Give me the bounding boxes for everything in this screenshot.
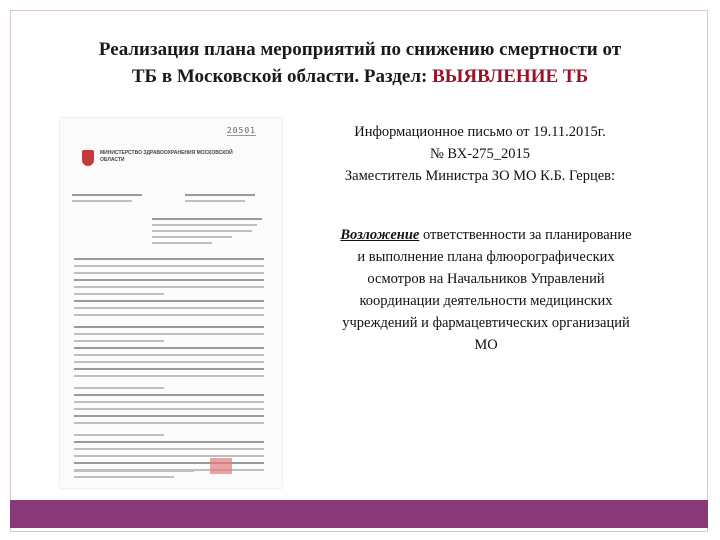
document-text-line	[74, 448, 264, 450]
title-line-1: Реализация плана мероприятий по снижению смертности от	[98, 39, 622, 60]
document-text-line	[74, 368, 264, 370]
letter-number: № ВХ-275_2015	[429, 146, 531, 162]
document-text-line	[74, 314, 264, 316]
document-text-line	[74, 455, 264, 457]
document-text-line	[74, 394, 264, 396]
document-text-line	[74, 434, 164, 436]
document-text-line	[152, 224, 257, 226]
document-text-line	[152, 236, 232, 238]
document-text-line	[74, 307, 264, 309]
document-text-line	[74, 441, 264, 443]
letter-author: Заместитель Министра ЗО МО К.Б. Герцев:	[344, 168, 616, 184]
document-text-line	[185, 200, 245, 202]
document-text-line	[74, 300, 264, 302]
document-text-line	[74, 265, 264, 267]
assignment-body: ответственности за планирование и выполнение плана флюорографических осмотров на Начальников Управлений координации деятельности медицинских учреждений и фармацевтических организаций МО	[342, 227, 632, 353]
document-text-line	[74, 401, 264, 403]
document-text-line	[152, 218, 262, 220]
document-text-line	[74, 333, 264, 335]
document-text-line	[74, 462, 264, 464]
document-text-line	[74, 361, 264, 363]
document-text-line	[74, 286, 264, 288]
assignment-text	[336, 224, 636, 356]
document-text-line	[74, 293, 164, 295]
letter-date: Информационное письмо от 19.11.2015г.	[354, 124, 606, 140]
document-text-line	[74, 354, 264, 356]
document-text-line	[74, 422, 264, 424]
footer-bar	[10, 500, 708, 528]
document-number: 20501	[226, 126, 256, 135]
document-text-line	[72, 200, 132, 202]
document-text-line	[74, 375, 264, 377]
document-text-line	[152, 242, 212, 244]
document-text-line	[74, 279, 264, 281]
document-text-line	[74, 415, 264, 417]
letter-info	[300, 121, 660, 187]
document-text-line	[74, 476, 174, 478]
document-text-line	[74, 258, 264, 260]
document-text-line	[74, 340, 164, 342]
ministry-header: МИНИСТЕРСТВО ЗДРАВООХРАНЕНИЯ МОСКОВСКОЙ ОБЛАСТИ	[100, 150, 233, 163]
stamp-icon	[210, 458, 232, 474]
coat-of-arms-icon	[82, 150, 94, 166]
document-text-line	[74, 326, 264, 328]
document-text-line	[74, 387, 164, 389]
document-text-line	[74, 347, 264, 349]
document-text-line	[152, 230, 252, 232]
title-line-2	[10, 63, 710, 90]
document-text-line	[74, 408, 264, 410]
title-accent: ВЫЯВЛЕНИЕ ТБ	[432, 66, 589, 87]
document-text-line	[74, 272, 264, 274]
document-text-line	[74, 470, 194, 472]
slide-title	[10, 36, 710, 90]
document-text-line	[72, 194, 142, 196]
title-line-2-text: ТБ в Московской области. Раздел:	[131, 66, 433, 87]
assignment-keyword: Возложение	[340, 227, 420, 243]
document-text-line	[185, 194, 255, 196]
scanned-letter-image	[60, 118, 282, 488]
